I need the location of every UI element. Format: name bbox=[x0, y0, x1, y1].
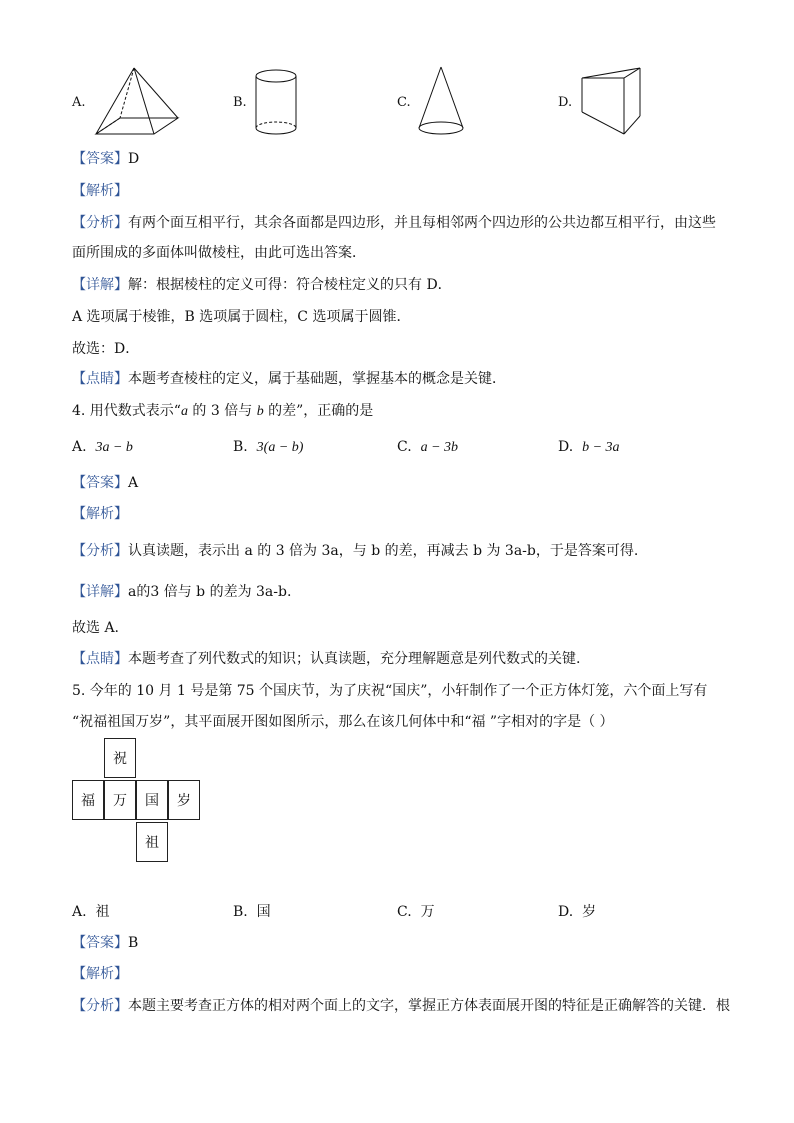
stem-mid: 的 3 倍与 bbox=[187, 403, 257, 419]
q4-xiangjie bbox=[72, 583, 291, 601]
stem-pre: 4. 用代数式表示“ bbox=[72, 403, 181, 419]
dianjing-text: 本题考查了列代数式的知识；认真读题，充分理解题意是列代数式的关键. bbox=[128, 651, 581, 667]
stem-post: 的差”，正确的是 bbox=[263, 403, 374, 419]
q3-xiangjie bbox=[72, 276, 452, 294]
q5-stem-1: 5. 今年的 10 月 1 号是第 75 个国庆节，为了庆祝“国庆”，小轩制作了一个正方体灯笼，六个面上写有 bbox=[72, 683, 708, 699]
option-label: A. bbox=[72, 904, 87, 920]
net-cell-top: 祝 bbox=[104, 738, 136, 778]
option-expr: 3a − b bbox=[95, 440, 133, 455]
var-b: b bbox=[256, 404, 264, 419]
q4-option-d bbox=[558, 438, 620, 457]
option-d-label: D. bbox=[558, 95, 573, 110]
answer-tag: 【答案】 bbox=[72, 475, 128, 491]
cylinder-icon bbox=[252, 66, 302, 138]
xiangjie-text: a的3 倍与 b 的差为 3a-b. bbox=[128, 584, 292, 600]
option-label: C. bbox=[397, 904, 412, 920]
dianjing-tag: 【点睛】 bbox=[72, 371, 128, 387]
q5-stem-2: “祝福祖国万岁”，其平面展开图如图所示，那么在该几何体中和“福 ”字相对的字是（ ） bbox=[72, 714, 614, 730]
q3-answer bbox=[72, 150, 139, 168]
fenxi-tag: 【分析】 bbox=[72, 998, 128, 1014]
q5-fenxi bbox=[72, 997, 730, 1015]
option-expr: 3(a − b) bbox=[256, 440, 304, 455]
q5-option-c bbox=[397, 903, 435, 921]
q3-dianjing bbox=[72, 370, 506, 388]
option-text: 国 bbox=[256, 904, 271, 920]
q4-choose: 故选 A. bbox=[72, 620, 120, 636]
option-label: B. bbox=[233, 904, 248, 920]
answer-value: B bbox=[128, 935, 139, 951]
option-c-label: C. bbox=[397, 95, 411, 110]
q3-choose: 故选：D． bbox=[72, 341, 140, 357]
q5-option-b bbox=[233, 903, 271, 921]
q4-option-a bbox=[72, 438, 133, 457]
fenxi-text: 认真读题，表示出 a 的 3 倍为 3a，与 b 的差，再减去 b 为 3a-b，于是答案可得. bbox=[128, 543, 639, 559]
xiangjie-tag: 【详解】 bbox=[72, 584, 128, 600]
cone-icon bbox=[414, 64, 470, 138]
net-cell-bottom: 祖 bbox=[136, 822, 168, 862]
q5-option-d bbox=[558, 903, 596, 921]
option-b-label: B. bbox=[233, 95, 247, 110]
option-expr: a − 3b bbox=[420, 440, 459, 455]
q3-line-a: A 选项属于棱锥，B 选项属于圆柱，C 选项属于圆锥． bbox=[72, 309, 411, 325]
q3-fenxi-2: 面所围成的多面体叫做棱柱，由此可选出答案． bbox=[72, 245, 366, 261]
answer-tag: 【答案】 bbox=[72, 935, 128, 951]
option-label: B. bbox=[233, 439, 248, 455]
option-expr: b − 3a bbox=[582, 440, 620, 455]
option-label: D. bbox=[558, 439, 574, 455]
xiangjie-text: 解：根据棱柱的定义可得：符合棱柱定义的只有 D． bbox=[128, 277, 452, 293]
answer-value: D bbox=[128, 151, 140, 167]
q4-jiexi: 【解析】 bbox=[72, 506, 128, 522]
xiangjie-tag: 【详解】 bbox=[72, 277, 128, 293]
q4-option-c bbox=[397, 438, 458, 457]
option-label: C. bbox=[397, 439, 412, 455]
q3-fenxi-1 bbox=[72, 214, 716, 232]
q4-fenxi bbox=[72, 542, 638, 560]
q5-answer bbox=[72, 934, 138, 952]
answer-tag: 【答案】 bbox=[72, 151, 128, 167]
net-cell-1: 福 bbox=[72, 780, 104, 820]
net-cell-2: 万 bbox=[104, 780, 136, 820]
q4-dianjing bbox=[72, 650, 580, 668]
q4-option-b bbox=[233, 438, 303, 457]
net-cell-4: 岁 bbox=[168, 780, 200, 820]
q3-jiexi: 【解析】 bbox=[72, 183, 128, 199]
option-label: D. bbox=[558, 904, 574, 920]
option-label: A. bbox=[72, 439, 87, 455]
answer-value: A bbox=[128, 475, 139, 491]
option-text: 岁 bbox=[582, 904, 597, 920]
fenxi-tag: 【分析】 bbox=[72, 215, 128, 231]
dianjing-text: 本题考查棱柱的定义，属于基础题，掌握基本的概念是关键． bbox=[128, 371, 506, 387]
q4-stem bbox=[72, 402, 373, 421]
fenxi-tag: 【分析】 bbox=[72, 543, 128, 559]
option-a-label: A. bbox=[72, 95, 86, 110]
q4-answer bbox=[72, 474, 138, 492]
pyramid-icon bbox=[92, 66, 182, 138]
q5-jiexi: 【解析】 bbox=[72, 966, 128, 982]
var-a: a bbox=[180, 404, 188, 419]
fenxi-text: 本题主要考查正方体的相对两个面上的文字，掌握正方体表面展开图的特征是正确解答的关键．根 bbox=[128, 998, 730, 1014]
net-cell-3: 国 bbox=[136, 780, 168, 820]
q5-option-a bbox=[72, 903, 109, 921]
triangular-prism-icon bbox=[578, 66, 646, 138]
option-text: 万 bbox=[420, 904, 435, 920]
option-text: 祖 bbox=[95, 904, 110, 920]
fenxi-text: 有两个面互相平行，其余各面都是四边形，并且每相邻两个四边形的公共边都互相平行，由这些 bbox=[128, 215, 716, 231]
dianjing-tag: 【点睛】 bbox=[72, 651, 128, 667]
